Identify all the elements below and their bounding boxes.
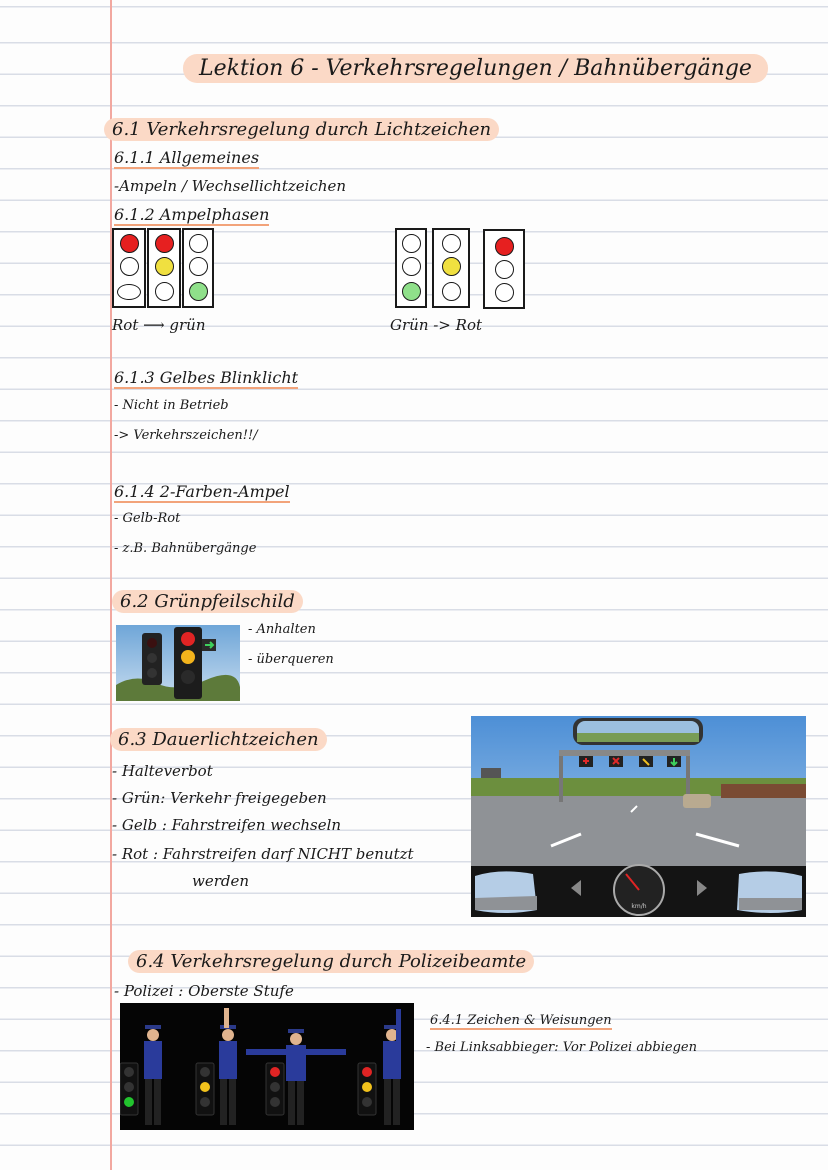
section-6-3-line4: - Rot : Fahrstreifen darf NICHT benutzt — [112, 845, 414, 863]
section-6-1-1-title: 6.1.1 Allgemeines — [114, 148, 260, 167]
green-arrow-sign-photo — [116, 625, 240, 701]
lamp-off — [120, 257, 139, 276]
page-title: Lektion 6 - Verkehrsregelungen / Bahnübergänge — [183, 54, 768, 83]
section-6-1-1-line: -Ampeln / Wechsellichtzeichen — [114, 177, 347, 195]
svg-text:km/h: km/h — [631, 903, 647, 910]
lamp-off — [155, 282, 174, 301]
lamp-green — [402, 282, 421, 301]
traffic-light-green — [182, 228, 214, 308]
section-6-3-line2: - Grün: Verkehr freigegeben — [112, 789, 327, 807]
police-signals-illustration — [120, 1003, 414, 1130]
lamp-off — [495, 260, 514, 279]
lamp-off — [495, 283, 514, 302]
lamp-off — [189, 234, 208, 253]
lamp-off — [189, 257, 208, 276]
traffic-light-red-yellow — [147, 228, 181, 308]
driving-simulator-photo — [471, 716, 806, 917]
traffic-light-yellow — [432, 228, 470, 308]
traffic-light-red — [112, 228, 146, 308]
lamp-off — [117, 284, 141, 300]
section-6-4-heading: 6.4 Verkehrsregelung durch Polizeibeamte — [128, 950, 534, 973]
section-6-4-1-line: - Bei Linksabbieger: Vor Polizei abbiegen — [426, 1040, 697, 1055]
section-6-2-line2: - überqueren — [248, 652, 334, 667]
lamp-off — [402, 234, 421, 253]
section-6-1-4-line1: - Gelb-Rot — [114, 511, 181, 526]
section-6-2-heading: 6.2 Grünpfeilschild — [112, 590, 303, 613]
notebook-margin-line — [110, 0, 112, 1170]
section-6-3-heading: 6.3 Dauerlichtzeichen — [110, 728, 327, 751]
traffic-light-green — [395, 228, 427, 308]
section-6-4-1-title: 6.4.1 Zeichen & Weisungen — [430, 1013, 612, 1028]
lamp-red — [155, 234, 174, 253]
section-6-3-line1: - Halteverbot — [112, 762, 213, 780]
caption-rot-gruen: Rot ⟶ grün — [112, 316, 206, 334]
lamp-red — [495, 237, 514, 256]
lamp-yellow — [155, 257, 174, 276]
section-6-1-3-line1: - Nicht in Betrieb — [114, 398, 229, 413]
lamp-green — [189, 282, 208, 301]
section-6-3-line3: - Gelb : Fahrstreifen wechseln — [112, 816, 342, 834]
section-6-4-line1: - Polizei : Oberste Stufe — [114, 982, 294, 1000]
lamp-off — [402, 257, 421, 276]
section-6-1-4-title: 6.1.4 2-Farben-Ampel — [114, 482, 290, 501]
section-6-1-3-line2: -> Verkehrszeichen!!/ — [114, 428, 258, 443]
section-6-1-3-title: 6.1.3 Gelbes Blinklicht — [114, 368, 299, 387]
section-6-1-heading: 6.1 Verkehrsregelung durch Lichtzeichen — [104, 118, 499, 141]
lamp-red — [120, 234, 139, 253]
section-6-1-2-title: 6.1.2 Ampelphasen — [114, 205, 270, 224]
lamp-off — [442, 282, 461, 301]
caption-gruen-rot: Grün -> Rot — [390, 316, 482, 334]
lamp-yellow — [442, 257, 461, 276]
section-6-3-line5: werden — [192, 872, 250, 890]
section-6-1-4-line2: - z.B. Bahnübergänge — [114, 541, 257, 556]
section-6-2-line1: - Anhalten — [248, 622, 316, 637]
lamp-off — [442, 234, 461, 253]
traffic-light-red — [483, 229, 525, 309]
